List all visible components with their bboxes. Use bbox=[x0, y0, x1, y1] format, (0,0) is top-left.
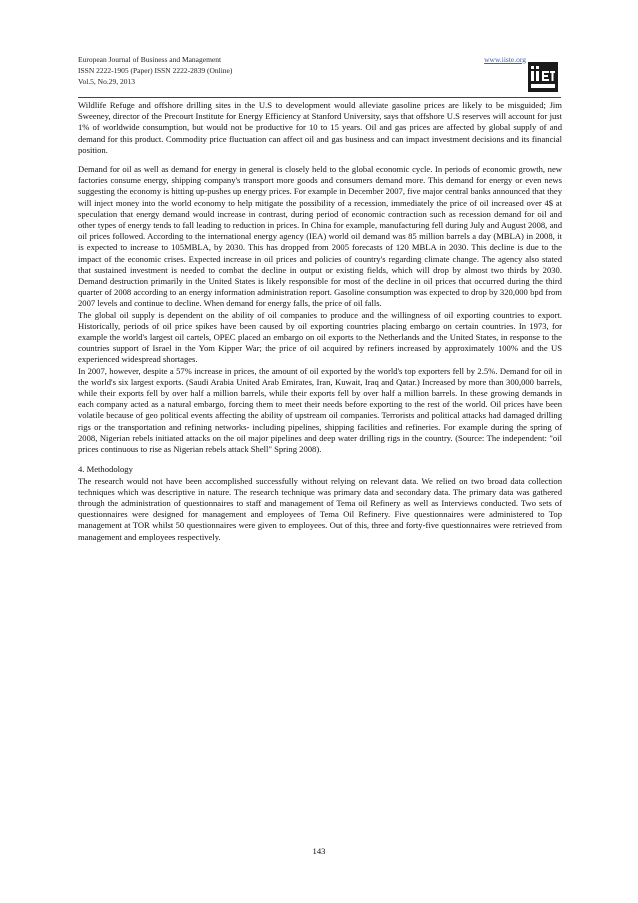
journal-volume: Vol.5, No.29, 2013 bbox=[78, 77, 135, 86]
paragraph-4: In 2007, however, despite a 57% increase in prices, the amount of oil exported by the world's top exporters fell by 2.5%. Demand for oil in the world's six largest exports. (Saudi Arabia United Arab Emirates, Iran, Kuwait, Iraq and Qatar.) Increased by more than 300,000 barrels, while their exports fell by over half a million barrels, while their exports fell by over half a million barrels. In these growing demands in each company acted as a natural embargo, forcing them to meet their needs before exporting to the rest of the world. Oil prices have been volatile because of geo political events affecting the ability of upstream oil companies. Terrorists and political attacks had damaged drilling rigs or the transportation and refining networks- including pipelines, shipping facilities and refineries. For example during the spring of 2008, Nigerian rebels initiated attacks on the oil major pipelines and deep water drilling rigs in the country. (Source: The independent: "oil prices continuous to rise as Nigerian rebels attack Shell" Spring 2008). bbox=[78, 365, 562, 455]
methodology-paragraph: The research would not have been accomplished successfully without relying on relevant data. We relied on two broad data collection techniques which was descriptive in nature. The research technique was primary data and secondary data. The primary data was gathered through the administration of questionnaires to staff and management of Tema oil Refinery as well as Interviews conducted. Two sets of questionnaires were designed for management and employees of Tema Oil Refinery. Five questionnaires were administered to Top management at TOR whilst 50 questionnaires were given to employees. Out of this, three and forty-five questionnaires were retrieved from management and employees respectively. bbox=[78, 475, 562, 542]
header-divider bbox=[78, 97, 561, 98]
iiste-logo-icon bbox=[528, 62, 558, 92]
journal-issn: ISSN 2222-1905 (Paper) ISSN 2222-2839 (Online) bbox=[78, 66, 233, 75]
iiste-logo bbox=[528, 62, 558, 92]
page-number: 143 bbox=[312, 846, 326, 856]
section-heading: 4. Methodology bbox=[78, 464, 133, 475]
article-body bbox=[78, 100, 562, 543]
paragraph-2: Demand for oil as well as demand for energy in general is closely held to the global economic cycle. In periods of economic growth, new factories consume energy, shipping company's transport more goods and consumers demand more. This demand for energy or even news suggesting the economy is hitting up-pushes up energy prices. For example in December 2007, five major central banks announced that they will inject money into the world economy to help mitigate the possibility of a recession, immediately the price of oil increased over 4$ at speculation that energy demand would increase in contrast, during period of economic contraction such as recession demand for oil and other types of energy tends to fall leading to reduction in prices. In China for example, manufacturing fell during July and August 2008, and oil prices followed. According to the international energy agency (IEA) world oil demand was 85 million barrels a day (MBLA) in 2008, it is expected to increase to 105MBLA, by 2030. This has dropped from 2005 forecasts of 120 MBLA in 2030. This decline is due to the impact of the economic crises. Expected increase in oil prices and policies of country's regarding climate change. The agency also stated that sustained investment is needed to combat the decline in output or existing fields, which will drop by almost two thirds by 2030. Demand destruction primarily in the United States is likely responsible for most of the decline in oil prices that occurred during the third quarter of 2008 according to an energy information administration report. Gasoline consumption was expected to drop by 320,000 bpd from 2007 levels and continue to decline. When demand for energy falls, the price of oil falls. bbox=[78, 164, 562, 309]
journal-url-link[interactable]: www.iiste.org bbox=[484, 55, 526, 64]
paragraph-3: The global oil supply is dependent on the ability of oil companies to produce and the willingness of oil exporting countries to export. Historically, periods of oil price spikes have been caused by oil exporting countries placing embargo on certain countries. In 1973, for example the world's largest oil cartels, OPEC placed an embargo on oil exports to the Netherlands and the United States, in response to the countries support of Israel in the Yom Kipper War; the price of oil acquired by refiners increased by approximately 100% and the US experienced widespread shortages. bbox=[78, 309, 562, 365]
paragraph-1: Wildlife Refuge and offshore drilling sites in the U.S to development would alleviate gasoline prices are likely to be misguided; Jim Sweeney, director of the Precourt Institute for Energy Efficiency at Stanford University, says that offshore U.S reserves will account for just 1% of worldwide consumption, but would not be productive for 10 to 15 years. Oil and gas prices are affected by global supply of and demand for this product. Commodity price fluctuation can affect oil and gas business and can impact investment decisions and its financial position. bbox=[78, 100, 562, 155]
page-header bbox=[78, 54, 562, 87]
journal-title: European Journal of Business and Management bbox=[78, 55, 222, 64]
